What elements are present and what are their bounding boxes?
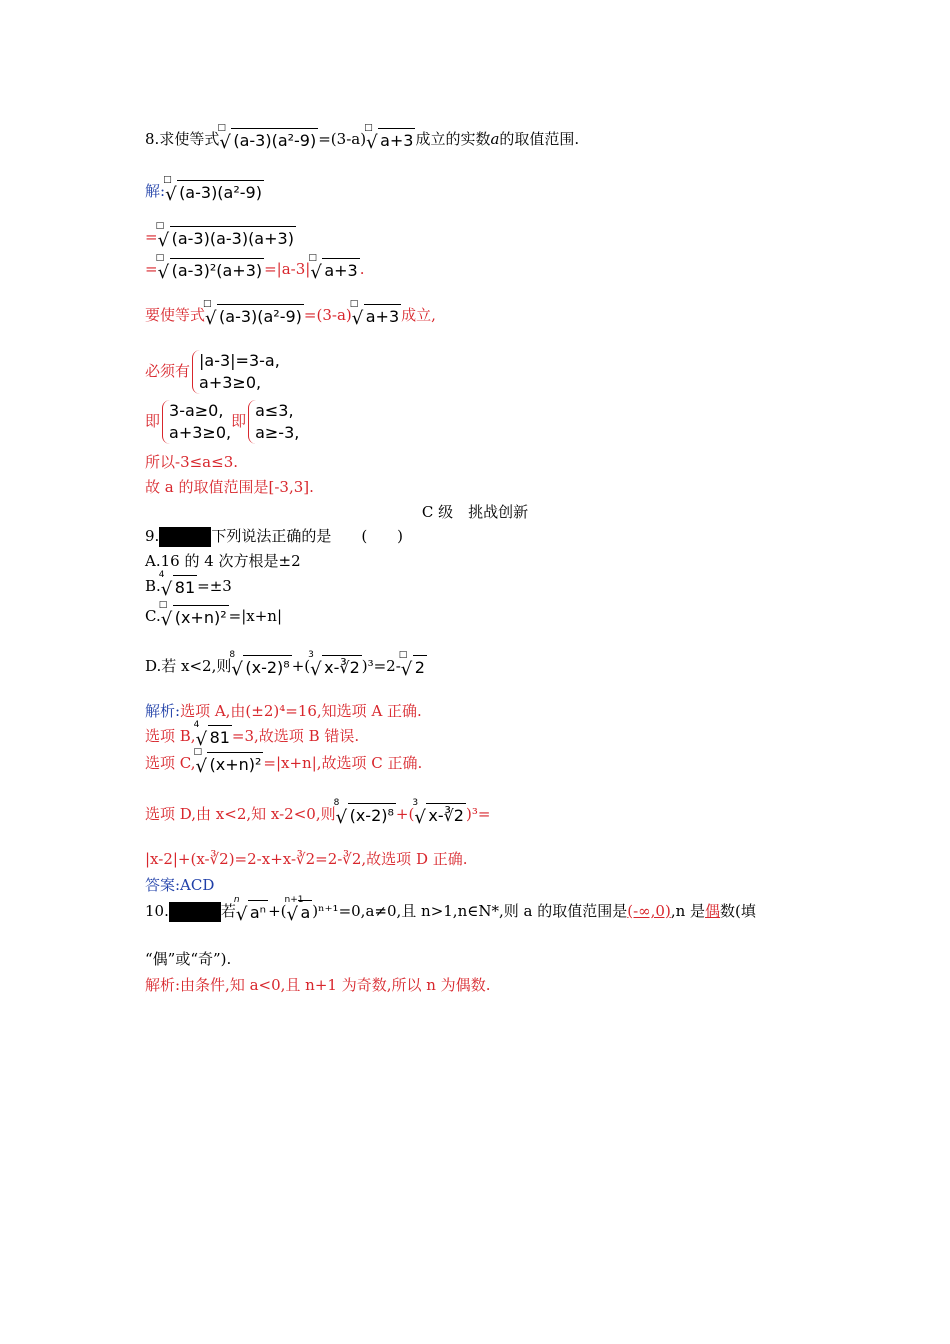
- redaction-box: [159, 527, 211, 547]
- period: .: [359, 260, 365, 278]
- q9-explain-d: [145, 798, 491, 828]
- ji-label: 即: [231, 412, 247, 430]
- answer-blank-2: 偶: [705, 902, 721, 920]
- system-line: |a-3|=3-a,: [199, 351, 280, 370]
- q10-text-c: ,n 是: [670, 902, 706, 920]
- q8-condition: [145, 299, 436, 329]
- q10-text-d: 数(填: [720, 902, 756, 920]
- q10-line2: “偶”或“奇”).: [145, 950, 232, 968]
- radical: √ 4 81: [158, 570, 196, 600]
- radical: √ □ 2: [398, 650, 425, 680]
- option-label: B.: [145, 577, 161, 595]
- system-line: 3-a≥0,: [169, 401, 224, 420]
- q9-option-c: [145, 600, 283, 630]
- radicand: x-∛2: [426, 803, 466, 827]
- radical: √ □ (a-3)(a²-9): [217, 123, 317, 153]
- option-tail: =|x+n|: [228, 607, 283, 625]
- radical: √ □ (a-3)(a-3)(a+3): [155, 221, 294, 251]
- radicand: 81: [208, 725, 232, 749]
- radicand: (a-3)(a²-9): [177, 180, 264, 204]
- ji-label: 即: [145, 412, 161, 430]
- q10-stem: [145, 895, 756, 925]
- radicand: (x+n)²: [207, 752, 263, 776]
- q8-must-have: [145, 350, 280, 394]
- q8-solution-line3: [145, 253, 365, 283]
- q9-explain-c: [145, 747, 423, 777]
- abs-value: =|a-3|: [264, 260, 311, 278]
- option-label: C.: [145, 607, 161, 625]
- q8-text-c: 的取值范围.: [499, 130, 580, 148]
- option-tail: =±3: [197, 577, 232, 595]
- radicand: (x-2)⁸: [243, 655, 291, 679]
- option-label: D.若 x<2,则: [145, 657, 232, 675]
- explain-text: 选项 D,由 x<2,知 x-2<0,则: [145, 805, 336, 823]
- q8-eq: =(3-a): [318, 130, 367, 148]
- q8-solution-line1: [145, 175, 264, 205]
- q10-number: 10.: [145, 902, 169, 920]
- radicand: 81: [173, 575, 197, 599]
- solution-label: 解:: [145, 182, 166, 200]
- radical: √ 8 (x-2)⁸: [229, 650, 290, 680]
- radical: √ 3 x-∛2: [308, 650, 360, 680]
- explain-text: 选项 A,由(±2)⁴=16,知选项 A 正确.: [180, 702, 422, 720]
- redaction-box: [169, 902, 221, 922]
- q9-explain-b: [145, 720, 360, 750]
- explain-label: 解析:: [145, 702, 181, 720]
- radicand: 2: [413, 655, 427, 679]
- q8-answer: 故 a 的取值范围是[-3,3].: [145, 478, 314, 496]
- radical: √ □ a+3: [364, 123, 414, 153]
- radical: √ 8 (x-2)⁸: [333, 798, 394, 828]
- q8-text-b: 成立的实数: [415, 130, 491, 148]
- q8-text-a: 求使等式: [159, 130, 220, 148]
- system-brace: [248, 400, 299, 444]
- radical: √ □ (a-3)(a²-9): [203, 299, 302, 329]
- radical: √ n+1 a: [284, 895, 311, 925]
- cond-text-a: 要使等式: [145, 306, 206, 324]
- system-brace: [192, 350, 280, 394]
- radicand: aⁿ: [248, 900, 268, 924]
- system-line: a+3≥0,: [169, 423, 232, 442]
- q10-text-a: 若: [220, 902, 236, 920]
- system-brace: [162, 400, 231, 444]
- system-line: a+3≥0,: [199, 373, 262, 392]
- q8-var: a: [490, 130, 500, 148]
- radicand: (a-3)(a-3)(a+3): [170, 226, 296, 250]
- section-title: C 级 挑战创新: [421, 503, 529, 521]
- radicand: (a-3)²(a+3): [170, 258, 265, 282]
- plus-paren: +(: [268, 902, 287, 920]
- q8-solution-line2: [145, 221, 296, 251]
- explain-text: =3,故选项 B 错误.: [231, 727, 360, 745]
- equals: =: [145, 228, 158, 246]
- explain-text: )³=: [465, 805, 491, 823]
- answer-blank-1: (-∞,0): [627, 902, 671, 920]
- q9-answer: 答案:ACD: [145, 876, 215, 894]
- q9-text: 下列说法正确的是 ( ): [211, 527, 404, 545]
- option-tail: )³=2-: [361, 657, 401, 675]
- q9-number: 9.: [145, 527, 160, 545]
- explain-text: 选项 B,: [145, 727, 196, 745]
- system-line: a≤3,: [255, 401, 294, 420]
- radical: √ □ (x+n)²: [158, 600, 227, 630]
- radical: √ 3 x-∛2: [412, 798, 464, 828]
- q10-text-b: )ⁿ⁺¹=0,a≠0,且 n>1,n∈N*,则 a 的取值范围是: [312, 902, 628, 920]
- radical: √ 4 81: [193, 720, 230, 750]
- radicand: (a-3)(a²-9): [231, 128, 318, 152]
- radicand: x-∛2: [322, 655, 362, 679]
- q9-explain-d2: |x-2|+(x-∛2)=2-x+x-∛2=2-∛2,故选项 D 正确.: [145, 850, 468, 868]
- q8-number: 8.: [145, 130, 160, 148]
- q9-option-b: [145, 570, 232, 600]
- q8-so: 所以-3≤a≤3.: [145, 453, 239, 471]
- radicand: (x+n)²: [173, 605, 229, 629]
- q9-option-d: [145, 650, 427, 680]
- radicand: (x-2)⁸: [348, 803, 396, 827]
- system-line: a≥-3,: [255, 423, 300, 442]
- radicand: a+3: [322, 258, 359, 282]
- radical: √ n aⁿ: [233, 895, 267, 925]
- cond-text-b: 成立,: [401, 306, 436, 324]
- q9-option-a: A.16 的 4 次方根是±2: [145, 552, 301, 570]
- explain-text: =|x+n|,故选项 C 正确.: [263, 754, 423, 772]
- radical: √ □ (x+n)²: [193, 747, 262, 777]
- must-label: 必须有: [145, 362, 191, 380]
- q9-stem: [145, 525, 403, 547]
- radicand: a+3: [378, 128, 415, 152]
- q10-explain: 解析:由条件,知 a<0,且 n+1 为奇数,所以 n 为偶数.: [145, 976, 491, 994]
- radical: √ □ (a-3)²(a+3): [155, 253, 263, 283]
- plus-paren: +(: [291, 657, 311, 675]
- radical: √ □ a+3: [349, 299, 400, 329]
- q8-stem: [145, 123, 580, 153]
- plus-paren: +(: [395, 805, 415, 823]
- explain-text: 选项 C,: [145, 754, 196, 772]
- cond-eq: =(3-a): [303, 306, 352, 324]
- radicand: (a-3)(a²-9): [217, 304, 304, 328]
- q9-explain-a: [145, 700, 422, 722]
- equals: =: [145, 260, 158, 278]
- radical: √ □ a+3: [308, 253, 358, 283]
- radicand: a: [298, 900, 312, 924]
- radicand: a+3: [364, 304, 401, 328]
- q8-equivalent: [145, 400, 299, 444]
- radical: √ □ (a-3)(a²-9): [163, 175, 262, 205]
